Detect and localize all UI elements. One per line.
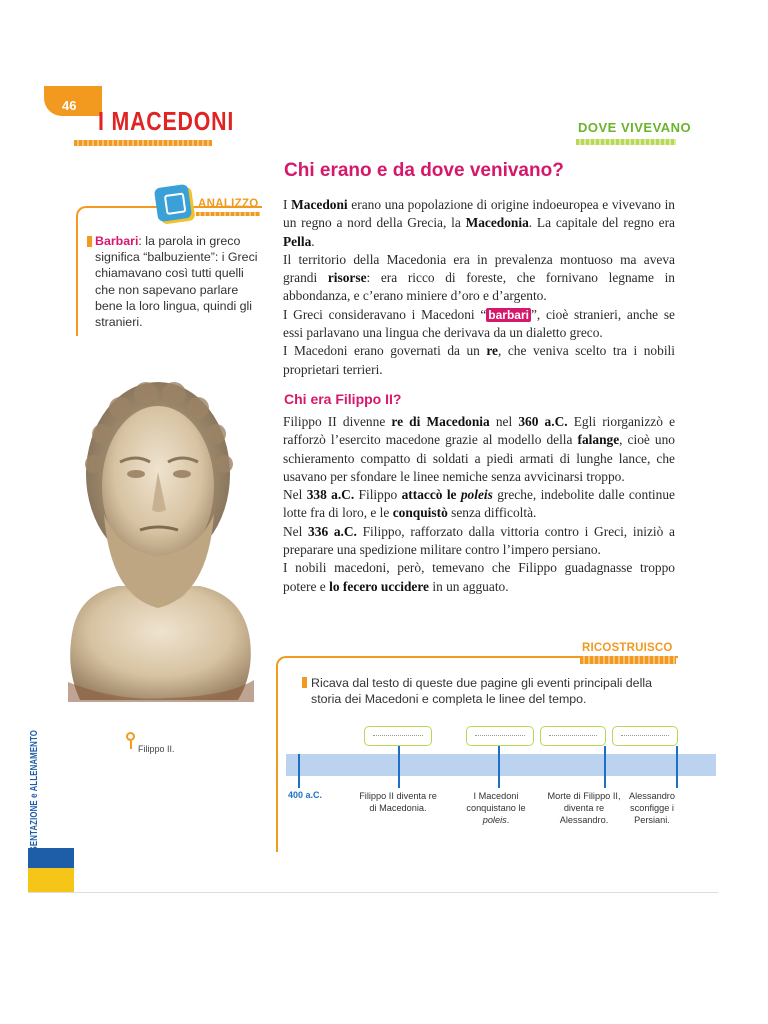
- chapter-title: I MACEDONI: [98, 106, 235, 136]
- timeline-bar: [286, 754, 716, 776]
- chapter-underline: [74, 140, 212, 146]
- timeline-event-3: Morte di Filippo II, diventa re Alessandro.: [547, 791, 621, 825]
- paragraph-filippo: Filippo II divenne re di Macedonia nel 360 a.C. Egli riorganizzò e rafforzò l’esercito macedone grazie al modello della falange, cioè uno schieramento compatto di soldati a piedi armati di lunghe lance, che usavano per sfondare le linee nemiche senza avvicinarsi troppo. Nel 338 a.C. Filippo attaccò le poleis greche, indebolite dalle continue lotte fra di loro, e le conquistò senza difficoltà. Nel 336 a.C. Filippo, rafforzato dalla vittoria contro i Greci, iniziò a preparare una spedizione militare contro l’impero persiano. I nobili macedoni, però, temevano che Filippo guadagnasse troppo potere e lo fecero uccidere in un agguato.: [283, 414, 676, 594]
- timeline-tick-2: [498, 746, 500, 788]
- timeline-tick-start: [298, 754, 300, 788]
- timeline-answer-field-4[interactable]: [612, 726, 678, 746]
- main-heading: Chi erano e da dove venivano?: [284, 160, 564, 181]
- analizzo-label: ANALIZZO: [198, 198, 259, 210]
- magnifier-book-icon: [154, 184, 192, 222]
- image-caption: Filippo II.: [138, 744, 175, 754]
- timeline-tick-1: [398, 746, 400, 788]
- timeline-tick-3: [604, 746, 606, 788]
- bullet-icon: [87, 236, 92, 247]
- ricostruisco-label: RICOSTRUISCO: [582, 642, 673, 654]
- bullet-icon: [302, 677, 307, 688]
- timeline-event-4: Alessandro sconfigge i Persiani.: [629, 791, 675, 825]
- caption-pin-icon: [126, 732, 135, 741]
- timeline-answer-field-2[interactable]: [466, 726, 534, 746]
- ricostruisco-instruction: Ricava dal testo di queste due pagine gli eventi principali della storia dei Macedoni e completa le linee del tempo.: [311, 676, 652, 707]
- ricostruisco-underline: [580, 656, 676, 664]
- side-band-yellow: [28, 868, 74, 892]
- section-underline: [576, 139, 676, 145]
- timeline-start-label: 400 a.C.: [288, 790, 323, 800]
- footer-divider: [28, 892, 718, 893]
- timeline-answer-field-3[interactable]: [540, 726, 606, 746]
- side-label: PRESENTAZIONE e ALLENAMENTO: [29, 730, 40, 868]
- timeline-event-2: I Macedoni conquistano le poleis.: [466, 791, 526, 825]
- analizzo-text: Barbari: la parola in greco significa “balbuziente”: i Greci chiamavano così tutti quelli che non sapevano parlare bene la loro lingua, quindi gli stranieri.: [95, 234, 258, 330]
- timeline-event-1: Filippo II diventa re di Macedonia.: [359, 791, 437, 813]
- timeline-answer-field-1[interactable]: [364, 726, 432, 746]
- section-tag: DOVE VIVEVANO: [578, 120, 692, 135]
- page-number: 46: [62, 98, 77, 113]
- sub-heading-filippo: Chi era Filippo II?: [284, 391, 402, 407]
- analizzo-underline: [196, 212, 260, 216]
- paragraph-macedoni: I Macedoni erano una popolazione di origine indoeuropea e vivevano in un regno a nord della Grecia, la Macedonia. La capitale del regno era Pella. Il territorio della Macedonia era in prevalenza montuoso ma aveva grandi risorse: era ricco di foreste, che fornivano legname in abbondanza, e c’erano miniere d’oro e d’argento. I Greci consideravano i Macedoni “ barbari ”, cioè stranieri, anche se essi parlavano una lingua che derivava da un dialetto greco. I Macedoni erano governati da un re, che veniva scelto tra i nobili proprietari terrieri.: [283, 197, 675, 377]
- bust-image: [58, 364, 260, 702]
- timeline-tick-4: [676, 746, 678, 788]
- highlight-barbari: barbari: [488, 307, 529, 322]
